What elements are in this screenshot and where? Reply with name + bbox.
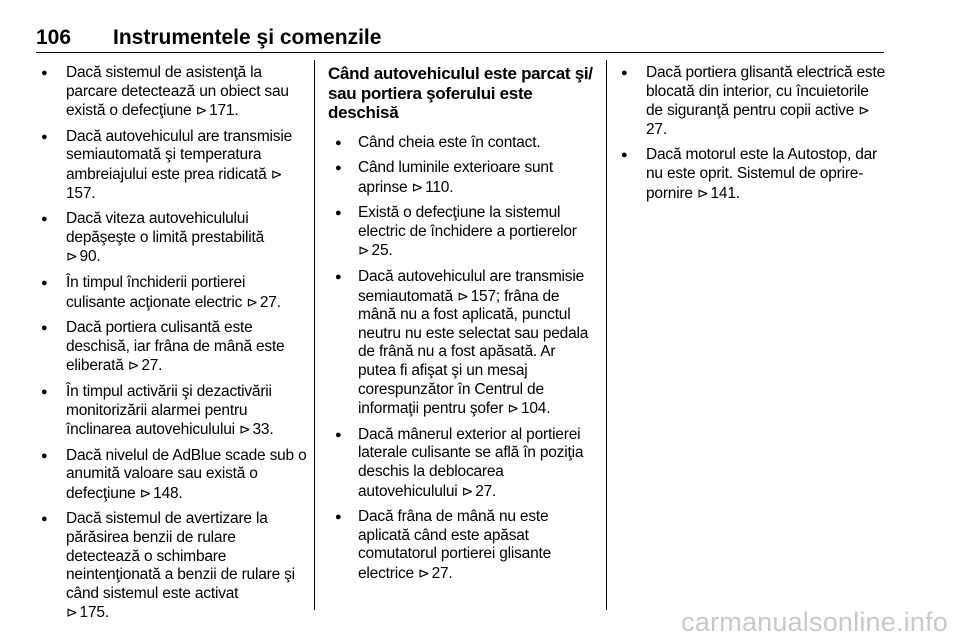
page-ref-icon: ⊳ bbox=[127, 357, 140, 374]
page-ref-icon: ⊳ bbox=[507, 400, 519, 417]
header-rule bbox=[36, 52, 884, 53]
watermark: carmanualsonline.info bbox=[681, 607, 948, 637]
section-heading: Când autovehiculul este parcat şi/ sau portiera şoferului este deschisă bbox=[328, 64, 593, 122]
list-item: ● Dacă sistemul de avertizare la părăsirea benzii de rulare detectează o schimbare neintenţionată a benzii de rulare şi când sistemul este activat ⊳ 175. bbox=[40, 510, 308, 623]
list-item: ● Dacă sistemul de asistenţă la parcare detectează un obiect sau există o defecţiune ⊳ 171. bbox=[40, 64, 308, 121]
page-ref[interactable]: 27. bbox=[475, 482, 497, 500]
column-divider-2 bbox=[606, 60, 607, 610]
page-ref-icon: ⊳ bbox=[66, 604, 78, 621]
page-ref[interactable]: 25. bbox=[371, 242, 393, 260]
page-ref[interactable]: 141. bbox=[710, 184, 740, 202]
page-ref-icon: ⊳ bbox=[246, 293, 258, 310]
page-ref-icon: ⊳ bbox=[195, 102, 208, 119]
page-ref[interactable]: 157; bbox=[470, 287, 500, 305]
page-ref[interactable]: 175. bbox=[79, 604, 109, 622]
page-ref[interactable]: 157. bbox=[66, 184, 96, 202]
page-ref[interactable]: 27. bbox=[646, 120, 667, 138]
list-item: ● Există o defecţiune la sistemul electric de închidere a portierelor ⊳ 25. bbox=[328, 204, 596, 261]
page-ref[interactable]: 148. bbox=[153, 484, 183, 502]
list-item: ● Dacă viteza autovehiculului depăşeşte o limită prestabilită ⊳ 90. bbox=[40, 210, 308, 267]
page-ref-icon: ⊳ bbox=[139, 484, 152, 501]
page-ref-icon: ⊳ bbox=[418, 564, 430, 581]
page-ref-icon: ⊳ bbox=[411, 178, 424, 195]
list-item: ● Când luminile exterioare sunt aprinse ⊳ 110. bbox=[328, 159, 596, 197]
column-3 bbox=[620, 64, 888, 210]
page-ref[interactable]: 90. bbox=[79, 248, 101, 266]
list-item: ● Dacă nivelul de AdBlue scade sub o anumită valoare sau există o defecţiune ⊳ 148. bbox=[40, 447, 308, 504]
page-ref-icon: ⊳ bbox=[457, 287, 469, 304]
page-ref-icon: ⊳ bbox=[461, 482, 474, 499]
page-ref[interactable]: 171. bbox=[209, 102, 239, 120]
list-item: ● Când cheia este în contact. bbox=[328, 134, 596, 153]
list-item: ● Dacă frâna de mână nu este aplicată când este apăsat comutatorul portierei glisante electrice ⊳ 27. bbox=[328, 508, 596, 583]
page-ref-icon: ⊳ bbox=[270, 165, 283, 182]
page-ref[interactable]: 27. bbox=[431, 564, 453, 582]
page-number: 106 bbox=[36, 26, 72, 49]
page-ref-icon: ⊳ bbox=[696, 184, 709, 201]
page-ref[interactable]: 110. bbox=[425, 178, 454, 196]
page-ref[interactable]: 27. bbox=[259, 293, 281, 311]
bullet-list-column-2 bbox=[328, 134, 596, 584]
column-divider-1 bbox=[314, 60, 315, 610]
page-ref-icon: ⊳ bbox=[238, 421, 251, 438]
page-ref[interactable]: 104. bbox=[520, 400, 551, 418]
section-title: Instrumentele şi comenzile bbox=[113, 26, 382, 49]
bullet-list-column-1 bbox=[40, 64, 308, 623]
bullet-list-column-3 bbox=[620, 64, 888, 203]
list-item: ● Dacă autovehiculul are transmisie semiautomată şi temperatura ambreiajului este prea ridicată ⊳157. bbox=[40, 128, 308, 203]
column-1 bbox=[40, 64, 308, 630]
page-ref[interactable]: 33. bbox=[252, 421, 274, 439]
list-item: ● Dacă autovehiculul are transmisie semiautomată ⊳ 157; frâna de mână nu a fost aplicată, punctul neutru nu este selectat sau pedala de frână nu a fost apăsată. Ar putea fi afişat şi un mesaj corespunzător în Centrul de informaţii pentru şofer ⊳ 104. bbox=[328, 268, 596, 419]
list-item: ● Dacă mânerul exterior al portierei laterale culisante se află în poziţia deschis la deblocarea autovehiculului ⊳ 27. bbox=[328, 426, 596, 501]
page-ref[interactable]: 27. bbox=[141, 357, 163, 375]
page-ref-icon: ⊳ bbox=[66, 248, 78, 265]
page-ref-icon: ⊳ bbox=[358, 242, 370, 259]
list-item: ● În timpul activării şi dezactivării monitorizării alarmei pentru înclinarea autovehiculului ⊳ 33. bbox=[40, 383, 308, 440]
list-item: ● Dacă portiera culisantă este deschisă, iar frâna de mână este eliberată ⊳ 27. bbox=[40, 319, 308, 376]
page-ref-icon: ⊳ bbox=[858, 102, 870, 119]
list-item: ● În timpul închiderii portierei culisante acţionate electric ⊳ 27. bbox=[40, 274, 308, 312]
list-item: ● Dacă portiera glisantă electrică este blocată din interior, cu încuietorile de siguranţă pentru copii active ⊳27. bbox=[620, 64, 888, 139]
column-2 bbox=[328, 64, 596, 591]
list-item: ● Dacă motorul este la Autostop, dar nu este oprit. Sistemul de oprire-pornire ⊳ 141. bbox=[620, 146, 888, 203]
